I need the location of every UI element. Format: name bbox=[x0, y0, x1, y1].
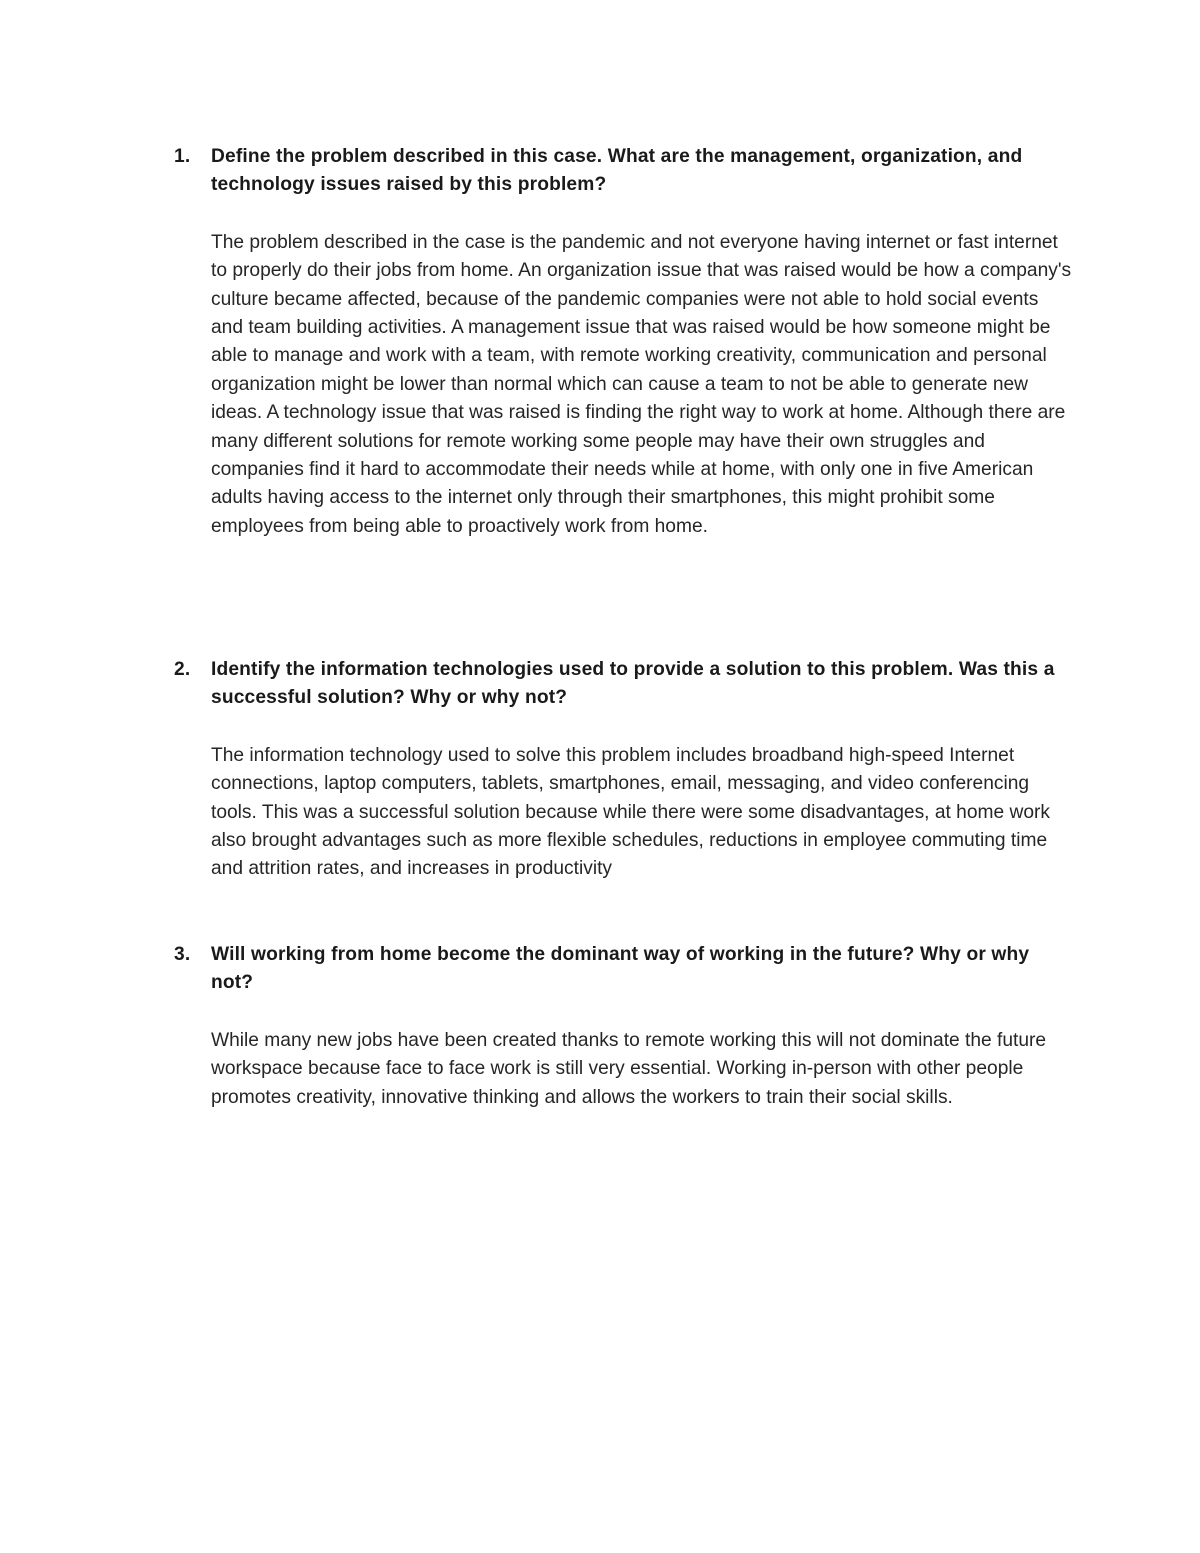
question-text: Identify the information technologies used to provide a solution to this problem. Was this a successful solution? Why or why not? bbox=[211, 659, 1055, 709]
question-number: 1. bbox=[174, 146, 191, 167]
question-3 bbox=[174, 941, 1074, 998]
question-text: Define the problem described in this case. What are the management, organization, and technology issues raised by this problem? bbox=[211, 146, 1023, 196]
answer-1: The problem described in the case is the pandemic and not everyone having internet or fast internet to properly do their jobs from home. An organization issue that was raised would be how a company's culture became affected, because of the pandemic companies were not able to hold social events and team building activities. A management issue that was raised would be how someone might be able to manage and work with a team, with remote working creativity, communication and personal organization might be lower than normal which can cause a team to not be able to generate new ideas. A technology issue that was raised is finding the right way to work at home. Although there are many different solutions for remote working some people may have their own struggles and companies find it hard to accommodate their needs while at home, with only one in five American adults having access to the internet only through their smartphones, this might prohibit some employees from being able to proactively work from home. bbox=[211, 231, 1072, 537]
question-block-3 bbox=[174, 941, 1074, 1112]
question-number: 3. bbox=[174, 944, 191, 965]
question-text: Will working from home become the dominant way of working in the future? Why or why not? bbox=[211, 944, 1030, 994]
question-block-2 bbox=[174, 656, 1074, 884]
question-block-1 bbox=[174, 143, 1074, 541]
question-number: 2. bbox=[174, 659, 191, 680]
question-2 bbox=[174, 656, 1074, 713]
question-1 bbox=[174, 143, 1074, 200]
answer-3: While many new jobs have been created thanks to remote working this will not dominate the future workspace because face to face work is still very essential. Working in-person with other people promotes creativity, innovative thinking and allows the workers to train their social skills. bbox=[211, 1029, 1047, 1108]
answer-2: The information technology used to solve this problem includes broadband high-speed Internet connections, laptop computers, tablets, smartphones, email, messaging, and video conferencing tools. This was a successful solution because while there were some disadvantages, at home work also brought advantages such as more flexible schedules, reductions in employee commuting time and attrition rates, and increases in productivity bbox=[211, 744, 1050, 880]
